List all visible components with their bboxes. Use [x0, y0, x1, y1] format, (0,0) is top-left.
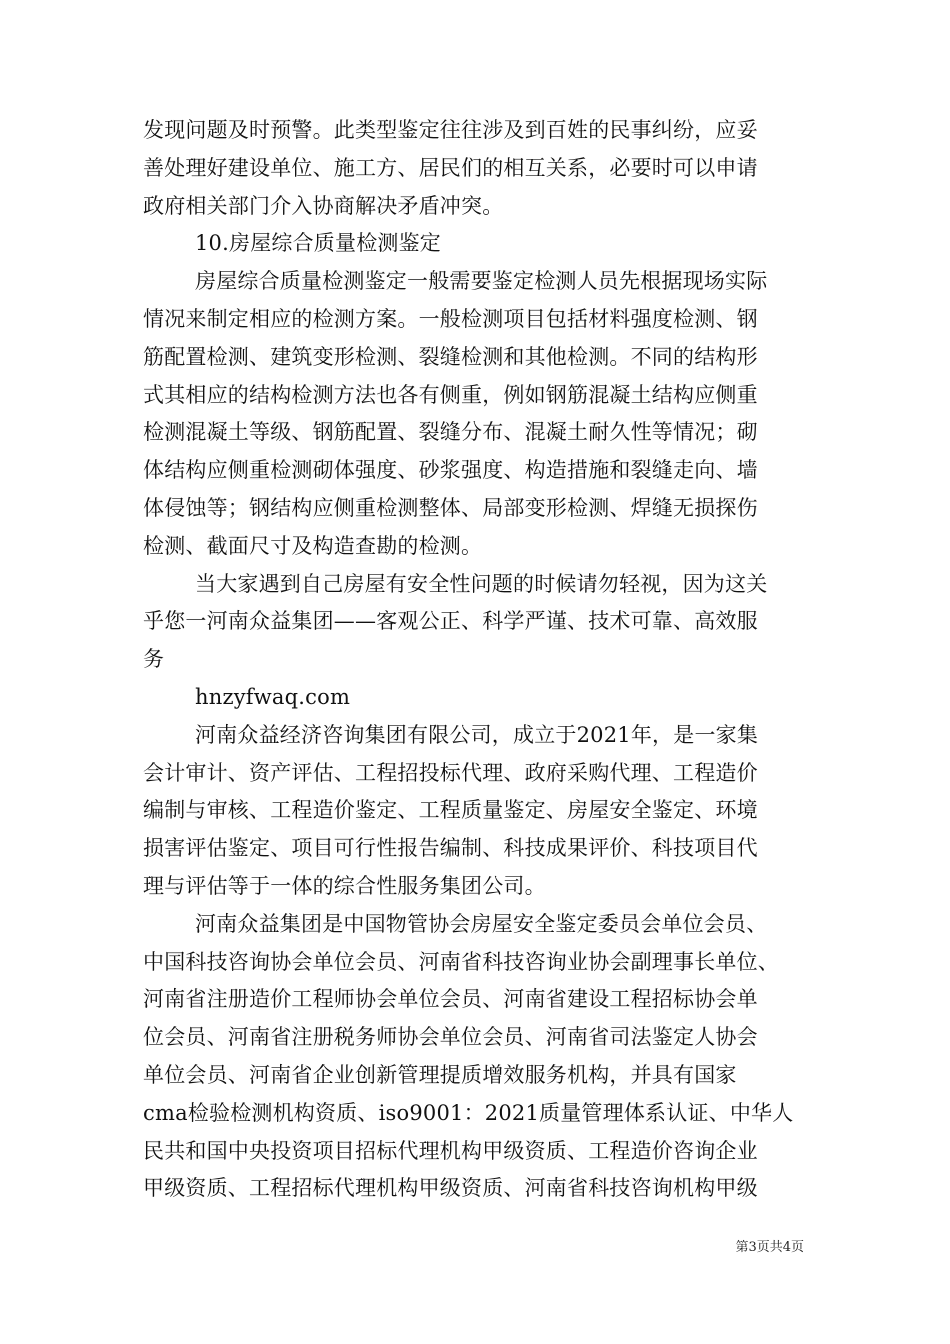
paragraph-line: 会计审计、资产评估、工程招投标代理、政府采购代理、工程造价: [143, 760, 758, 785]
paragraph-line: 政府相关部门介入协商解决矛盾冲突。: [143, 193, 504, 218]
paragraph-line: 检测、截面尺寸及构造查勘的检测。: [143, 533, 483, 558]
paragraph-line: 乎您一河南众益集团——客观公正、科学严谨、技术可靠、高效服: [143, 609, 758, 634]
paragraph-line: 善处理好建设单位、施工方、居民们的相互关系，必要时可以申请: [143, 155, 758, 180]
paragraph-line: 式其相应的结构检测方法也各有侧重，例如钢筋混凝土结构应侧重: [143, 382, 758, 407]
paragraph-line: 理与评估等于一体的综合性服务集团公司。: [143, 873, 546, 898]
paragraph-line: cma检验检测机构资质、iso9001：2021质量管理体系认证、中华人: [143, 1100, 794, 1125]
paragraph-line: 体结构应侧重检测砌体强度、砂浆强度、构造措施和裂缝走向、墙: [143, 458, 758, 483]
paragraph-line: 损害评估鉴定、项目可行性报告编制、科技成果评价、科技项目代: [143, 836, 758, 861]
paragraph-line: 位会员、河南省注册税务师协会单位会员、河南省司法鉴定人协会: [143, 1025, 758, 1050]
paragraph-line: 民共和国中央投资项目招标代理机构甲级资质、工程造价咨询企业: [143, 1138, 758, 1163]
paragraph-line: 筋配置检测、建筑变形检测、裂缝检测和其他检测。不同的结构形: [143, 344, 758, 369]
paragraph-line: 河南省注册造价工程师协会单位会员、河南省建设工程招标协会单: [143, 987, 758, 1012]
document-body: [143, 112, 807, 1208]
section-heading: 10.房屋综合质量检测鉴定: [195, 231, 441, 256]
paragraph-line: 发现问题及时预警。此类型鉴定往往涉及到百姓的民事纠纷，应妥: [143, 118, 758, 142]
website-text: hnzyfwaq.com: [195, 684, 351, 709]
paragraph-line: 体侵蚀等；钢结构应侧重检测整体、局部变形检测、焊缝无损探伤: [143, 495, 758, 520]
paragraph-line: 编制与审核、工程造价鉴定、工程质量鉴定、房屋安全鉴定、环境: [143, 798, 758, 823]
paragraph-line: 中国科技咨询协会单位会员、河南省科技咨询业协会副理事长单位、: [143, 949, 779, 974]
paragraph-line: 河南众益经济咨询集团有限公司，成立于2021年，是一家集: [195, 722, 759, 747]
paragraph-line: 当大家遇到自己房屋有安全性问题的时候请勿轻视，因为这关: [195, 571, 768, 596]
page-number: 第3页共4页: [735, 1240, 804, 1255]
paragraph-line: 务: [143, 647, 165, 672]
paragraph-line: 房屋综合质量检测鉴定一般需要鉴定检测人员先根据现场实际: [195, 269, 768, 294]
paragraph-line: 检测混凝土等级、钢筋配置、裂缝分布、混凝土耐久性等情况；砌: [143, 420, 758, 445]
paragraph-line: 单位会员、河南省企业创新管理提质增效服务机构，并具有国家: [143, 1062, 737, 1087]
paragraph-line: 情况来制定相应的检测方案。一般检测项目包括材料强度检测、钢: [143, 306, 758, 331]
paragraph-line: 河南众益集团是中国物管协会房屋安全鉴定委员会单位会员、: [195, 911, 768, 936]
paragraph-line: 甲级资质、工程招标代理机构甲级资质、河南省科技咨询机构甲级: [143, 1176, 758, 1201]
